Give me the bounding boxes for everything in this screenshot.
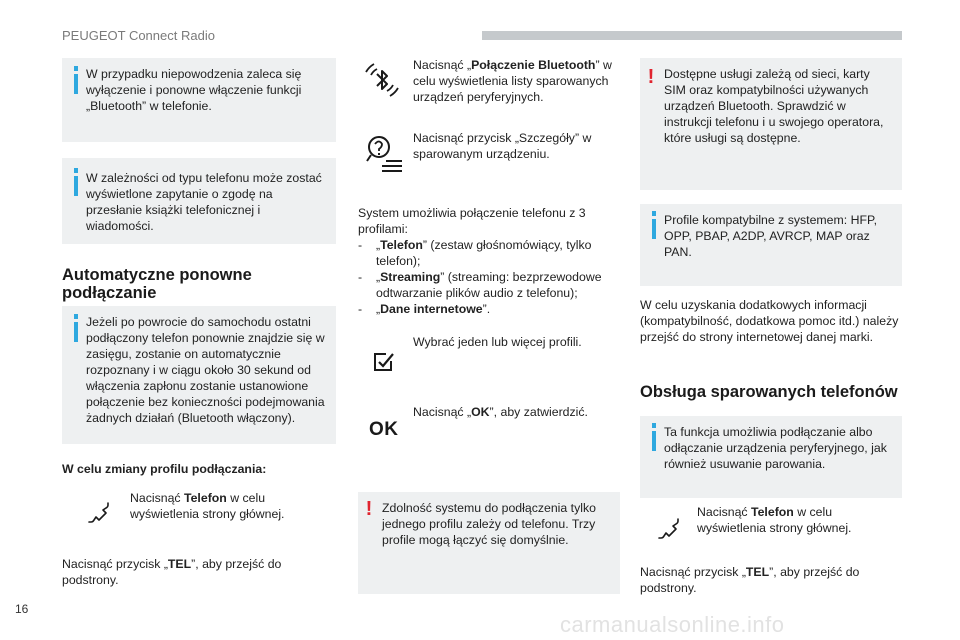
info-box-paired <box>640 416 902 498</box>
text-part: ” (streaming: bezprzewodowe odtwarzanie plików audio z telefonu); <box>376 270 602 300</box>
press-phone-instruction <box>130 490 330 522</box>
text-bold: OK <box>471 405 490 419</box>
text-part: ”. <box>482 302 491 316</box>
ok-icon[interactable]: OK <box>369 419 399 440</box>
warning-text: Dostępne usługi zależą od sieci, karty SIM oraz kompatybilności używanych urządzeń Bluetooth. Sprawdzić w instrukcji telefonu i u swojego operatora, które usługi są dostępne. <box>664 67 884 145</box>
text-part: „ <box>376 238 381 252</box>
info-text: W przypadku niepowodzenia zaleca się wyłączenie i ponowne włączenie funkcji „Bluetooth” w telefonie. <box>86 67 302 113</box>
text-part: ” w celu wyświetlenia listy sparowanych urządzeń peryferyjnych. <box>413 58 612 104</box>
text-part: ” (zestaw głośnomówiący, tylko telefon); <box>376 238 592 268</box>
warning-text: Zdolność systemu do podłączenia tylko jednego profilu zależy od telefonu. Trzy profile mogą łączyć się domyślnie. <box>382 501 596 547</box>
text-bold: Telefon <box>184 491 227 505</box>
running-header: PEUGEOT Connect Radio <box>62 28 215 43</box>
text-part: w celu wyświetlenia strony głównej. <box>130 491 285 521</box>
info-box-phonebook <box>62 158 336 244</box>
text-bold: Połączenie Bluetooth <box>471 58 596 72</box>
profile-item-internet <box>358 301 620 317</box>
text-part: Nacisnąć <box>130 491 184 505</box>
text-part: Nacisnąć przycisk „ <box>62 557 168 571</box>
text-bold: Dane internetowe <box>380 302 483 316</box>
profiles-list <box>358 237 620 317</box>
text-part: w celu wyświetlenia strony głównej. <box>697 505 852 535</box>
profile-item-streaming <box>358 269 620 301</box>
text-part: „ <box>376 270 381 284</box>
section-heading-paired-phones: Obsługa sparowanych telefonów <box>640 383 898 401</box>
info-text: Profile kompatybilne z systemem: HFP, OPP, PBAP, A2DP, AVRCP, MAP oraz PAN. <box>664 213 877 259</box>
warning-box-services <box>640 58 902 190</box>
info-text: W zależności od typu telefonu może zostać wyświetlone zapytanie o zgodę na przesłanie książki telefonicznej i wiadomości. <box>86 171 322 233</box>
warning-icon: ! <box>647 66 655 88</box>
press-tel-instruction <box>640 564 880 596</box>
info-box-profiles <box>640 204 902 286</box>
press-tel-instruction <box>62 556 322 588</box>
text-bold: TEL <box>745 565 770 579</box>
text-bold: TEL <box>167 557 192 571</box>
text-part: ”, aby zatwierdzić. <box>489 405 588 419</box>
select-profiles-instruction: Wybrać jeden lub więcej profili. <box>413 335 582 349</box>
watermark: carmanualsonline.info <box>560 612 785 637</box>
more-info-text: W celu uzyskania dodatkowych informacji (kompatybilność, dodatkowa pomoc itd.) należy przejść do strony internetowej danej marki. <box>640 298 899 344</box>
warning-icon: ! <box>365 498 373 520</box>
info-box-bluetooth-retry <box>62 58 336 142</box>
phone-handset-icon[interactable] <box>86 500 110 524</box>
details-icon[interactable] <box>364 134 404 174</box>
phone-handset-icon[interactable] <box>656 516 680 540</box>
text-bold: Telefon <box>380 238 423 252</box>
info-text: Jeżeli po powrocie do samochodu ostatni podłączony telefon ponownie znajdzie się w zasięgu, zostanie on automatycznie rozpoznany i w ciągu około 30 sekund od włączenia zapłonu zostanie ustanowione połączenie bez konieczności podejmowania żadnych działań (Bluetooth włączony). <box>86 315 325 425</box>
info-icon <box>652 219 656 239</box>
system-profiles-intro: System umożliwia połączenie telefonu z 3 profilami: <box>358 206 586 236</box>
info-box-auto-reconnect <box>62 306 336 444</box>
details-instruction: Nacisnąć przycisk „Szczegóły” w sparowanym urządzeniu. <box>413 131 592 161</box>
info-text: Ta funkcja umożliwia podłączanie albo odłączanie urządzenia peryferyjnego, jak również usuwanie parowania. <box>664 425 887 471</box>
press-phone-instruction <box>697 504 897 536</box>
info-icon <box>652 431 656 451</box>
text-part: Nacisnąć „ <box>413 405 472 419</box>
text-part: „ <box>376 302 381 316</box>
info-icon <box>74 176 78 196</box>
checkbox-select-icon[interactable] <box>371 350 395 374</box>
text-bold: Streaming <box>380 270 441 284</box>
text-part: ”, aby przejść do podstrony. <box>640 565 860 595</box>
info-icon <box>74 74 78 94</box>
info-icon <box>74 322 78 342</box>
section-heading-auto-reconnect: Automatyczne ponowne podłączanie <box>62 266 252 302</box>
change-profile-label: W celu zmiany profilu podłączania: <box>62 462 267 476</box>
profile-item-phone <box>358 237 620 269</box>
text-part: Nacisnąć przycisk „ <box>640 565 746 579</box>
header-bar <box>482 31 902 40</box>
page-number: 16 <box>15 602 29 616</box>
warning-box-profile <box>358 492 620 594</box>
bluetooth-connection-icon[interactable] <box>360 58 404 102</box>
text-bold: Telefon <box>751 505 794 519</box>
text-part: Nacisnąć <box>697 505 751 519</box>
bluetooth-connection-instruction <box>413 57 621 105</box>
text-part: ”, aby przejść do podstrony. <box>62 557 282 587</box>
text-part: Nacisnąć „ <box>413 58 472 72</box>
ok-instruction <box>413 404 613 420</box>
